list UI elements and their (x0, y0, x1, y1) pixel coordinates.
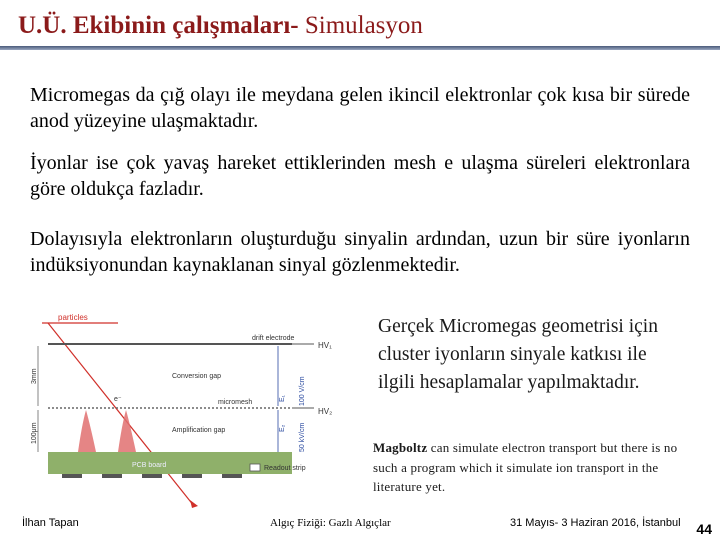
drift-electrode-label: drift electrode (252, 335, 295, 342)
magboltz-note (373, 438, 693, 497)
paragraph-electrons: Micromegas da çığ olayı ile meydana gelen ikincil elektronlar çok kısa bir sürede anod yüzeyine ulaşmaktadır. (30, 84, 690, 132)
field2-label: 50 kV/cm (299, 422, 306, 452)
readout-strip (62, 474, 82, 478)
particle-track (48, 323, 194, 506)
footer-course: Algıç Fiziği: Gazlı Algıçlar (270, 517, 391, 529)
dimension-3mm-label: 3mm (31, 368, 38, 384)
e2-label: E₂ (279, 424, 286, 432)
avalanche-left (78, 410, 96, 452)
readout-strip (102, 474, 122, 478)
field1-label: 100 V/cm (299, 376, 306, 406)
micromegas-diagram (22, 306, 372, 508)
readout-strip (142, 474, 162, 478)
paragraph-signal: Dolayısıyla elektronların oluşturduğu sinyalin ardından, uzun bir süre iyonların indüksiyonundan kaynaklanan sinyal gözlenmektedir. (30, 228, 690, 276)
hv2-label: HV₂ (318, 407, 333, 416)
pcb-board-label: PCB board (132, 462, 167, 469)
side-text: Gerçek Micromegas geometrisi için cluster iyonların sinyale katkısı ile ilgili hesaplamalar yapılmaktadır. (378, 316, 658, 393)
dimension-100um-label: 100μm (31, 422, 38, 444)
e1-label: E₁ (279, 394, 286, 402)
readout-strip (222, 474, 242, 478)
particle-track-arrow-icon (190, 500, 198, 508)
electron-label: e⁻ (114, 396, 122, 403)
hv1-label: HV₁ (318, 341, 332, 350)
magboltz-name: Magboltz (373, 440, 428, 455)
magboltz-note-text: can simulate electron transport but there is no such a program which it simulate ion transport in the literature yet. (373, 440, 678, 494)
readout-strip-legend-swatch (250, 464, 260, 471)
slide-title-main: U.Ü. Ekibinin çalışmaları- (18, 12, 299, 39)
amplification-gap-label: Amplification gap (172, 427, 226, 434)
title-divider (0, 46, 720, 50)
conversion-gap-label: Conversion gap (172, 373, 222, 380)
page-number: 44 (696, 521, 712, 537)
readout-strip (182, 474, 202, 478)
slide-title (18, 12, 423, 40)
avalanche-right (118, 410, 136, 452)
paragraph-ions: İyonlar ise çok yavaş hareket ettiklerinden mesh e ulaşma süreleri elektronlara göre oldukça fazladır. (30, 152, 690, 200)
slide-title-sub: Simulasyon (304, 12, 423, 39)
particles-label: particles (58, 313, 88, 322)
footer-author: İlhan Tapan (22, 517, 79, 529)
readout-strip-label: Readout strip (264, 465, 306, 472)
micromesh-label: micromesh (218, 399, 253, 406)
footer-event: 31 Mayıs- 3 Haziran 2016, İstanbul (510, 517, 681, 529)
